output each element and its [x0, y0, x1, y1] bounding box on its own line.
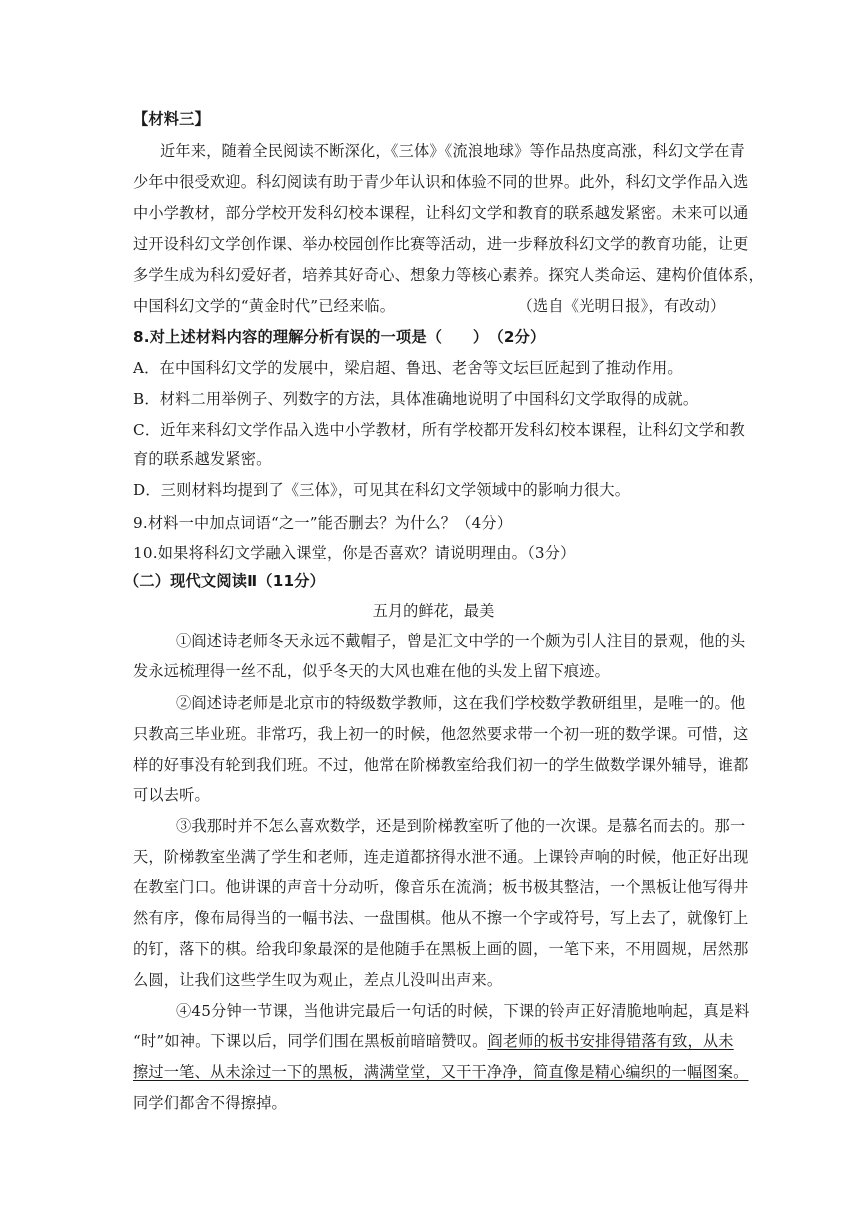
paragraph-3-line-4: 然有序，像布局得当的一幅书法、一盘围棋。他从不擦一个字或符号，写上去了，就像钉上: [133, 909, 749, 927]
article-title: 五月的鲜花，最美: [372, 602, 495, 620]
paragraph-4-line-2-plain: “时”如神。下课以后，同学们围在黑板前暗暗赞叹。: [133, 1032, 488, 1050]
paragraph-2-line-3: 样的好事没有轮到我们班。不过，他常在阶梯教室给我们初一的学生做数学课外辅导，谁都: [133, 756, 749, 774]
paragraph-3-line-3: 在教室门口。他讲课的声音十分动听，像音乐在流淌；板书极其整洁，一个黑板让他写得井: [133, 878, 749, 896]
material3-line-4: 过开设科幻文学创作课、举办校园创作比赛等活动，进一步释放科幻文学的教育功能，让更: [133, 235, 749, 253]
question-8-option-a: A．在中国科幻文学的发展中，梁启超、鲁迅、老舍等文坛巨匠起到了推动作用。: [133, 359, 683, 377]
paragraph-2-line-2: 只教高三毕业班。非常巧，我上初一的时候，他忽然要求带一个初一班的数学课。可惜，这: [133, 725, 749, 743]
question-8-option-b: B．材料二用举例子、列数字的方法，具体准确地说明了中国科幻文学取得的成就。: [133, 390, 699, 408]
paragraph-4-line-4: 同学们都舍不得擦掉。: [133, 1094, 287, 1112]
underlined-sentence-part-2: 擦过一笔、从未涂过一下的黑板，满满堂堂，又干干净净，简直像是精心编织的一幅图案。: [133, 1063, 749, 1081]
question-8-option-c-line-2: 育的联系越发紧密。: [133, 450, 272, 468]
paragraph-3-line-2: 天，阶梯教室坐满了学生和老师，连走道都挤得水泄不通。上课铃声响的时候，他正好出现: [133, 848, 749, 866]
material3-line-1: 近年来，随着全民阅读不断深化，《三体》《流浪地球》等作品热度高涨，科幻文学在青: [160, 142, 745, 160]
section-2-heading: （二）现代文阅读Ⅱ（11分）: [124, 572, 326, 590]
underlined-sentence-part-1: 阎老师的板书安排得错落有致，从未: [487, 1032, 734, 1050]
paragraph-2-line-4: 可以去听。: [133, 786, 210, 804]
material3-line-3: 中小学教材，部分学校开发科幻校本课程，让科幻文学和教育的联系越发紧密。未来可以通: [133, 204, 749, 222]
paragraph-3-line-1: ③我那时并不怎么喜欢数学，还是到阶梯教室听了他的一次课。是慕名而去的。那一: [176, 817, 746, 835]
material3-source: （选自《光明日报》，有改动）: [525, 297, 726, 315]
question-8-option-d: D．三则材料均提到了《三体》，可见其在科幻文学领域中的影响力很大。: [133, 481, 631, 499]
material3-line-5: 多学生成为科幻爱好者，培养其好奇心、想象力等核心素养。探究人类命运、建构价值体系，: [133, 266, 764, 284]
material3-last-line: [133, 296, 725, 316]
paragraph-3-line-6: 么圆，让我们这些学生叹为观止，差点儿没叫出声来。: [133, 971, 503, 989]
paragraph-4-line-2: [133, 1031, 734, 1051]
paragraph-2-line-1: ②阎述诗老师是北京市的特级数学教师，这在我们学校数学教研组里，是唯一的。他: [176, 694, 746, 712]
question-8-option-c-line-1: C．近年来科幻文学作品入选中小学教材，所有学校都开发科幻校本课程，让科幻文学和教: [133, 421, 745, 439]
material3-last-text: 中国科幻文学的“黄金时代”已经来临。: [133, 297, 396, 315]
material3-heading: 【材料三】: [133, 110, 210, 128]
question-10: 10.如果将科幻文学融入课堂，你是否喜欢？请说明理由。（3分）: [133, 544, 576, 562]
question-9: 9.材料一中加点词语“之一”能否删去？为什么？（4分）: [133, 514, 513, 532]
paragraph-1-line-2: 发永远梳理得一丝不乱，似乎冬天的大风也难在他的头发上留下痕迹。: [133, 662, 611, 680]
paragraph-3-line-5: 的钉，落下的棋。给我印象最深的是他随手在黑板上画的圆，一笔下来，不用圆规，居然那: [133, 940, 749, 958]
paragraph-1-line-1: ①阎述诗老师冬天永远不戴帽子，曾是汇文中学的一个颇为引人注目的景观，他的头: [176, 632, 746, 650]
paragraph-4-line-1: ④45分钟一节课，当他讲完最后一句话的时候，下课的铃声正好清脆地响起，真是料: [176, 1002, 750, 1020]
question-8-stem: 8.对上述材料内容的理解分析有误的一项是（ ） （2分）: [133, 328, 546, 346]
material3-line-2: 少年中很受欢迎。科幻阅读有助于青少年认识和体验不同的世界。此外，科幻文学作品入选: [133, 173, 749, 191]
